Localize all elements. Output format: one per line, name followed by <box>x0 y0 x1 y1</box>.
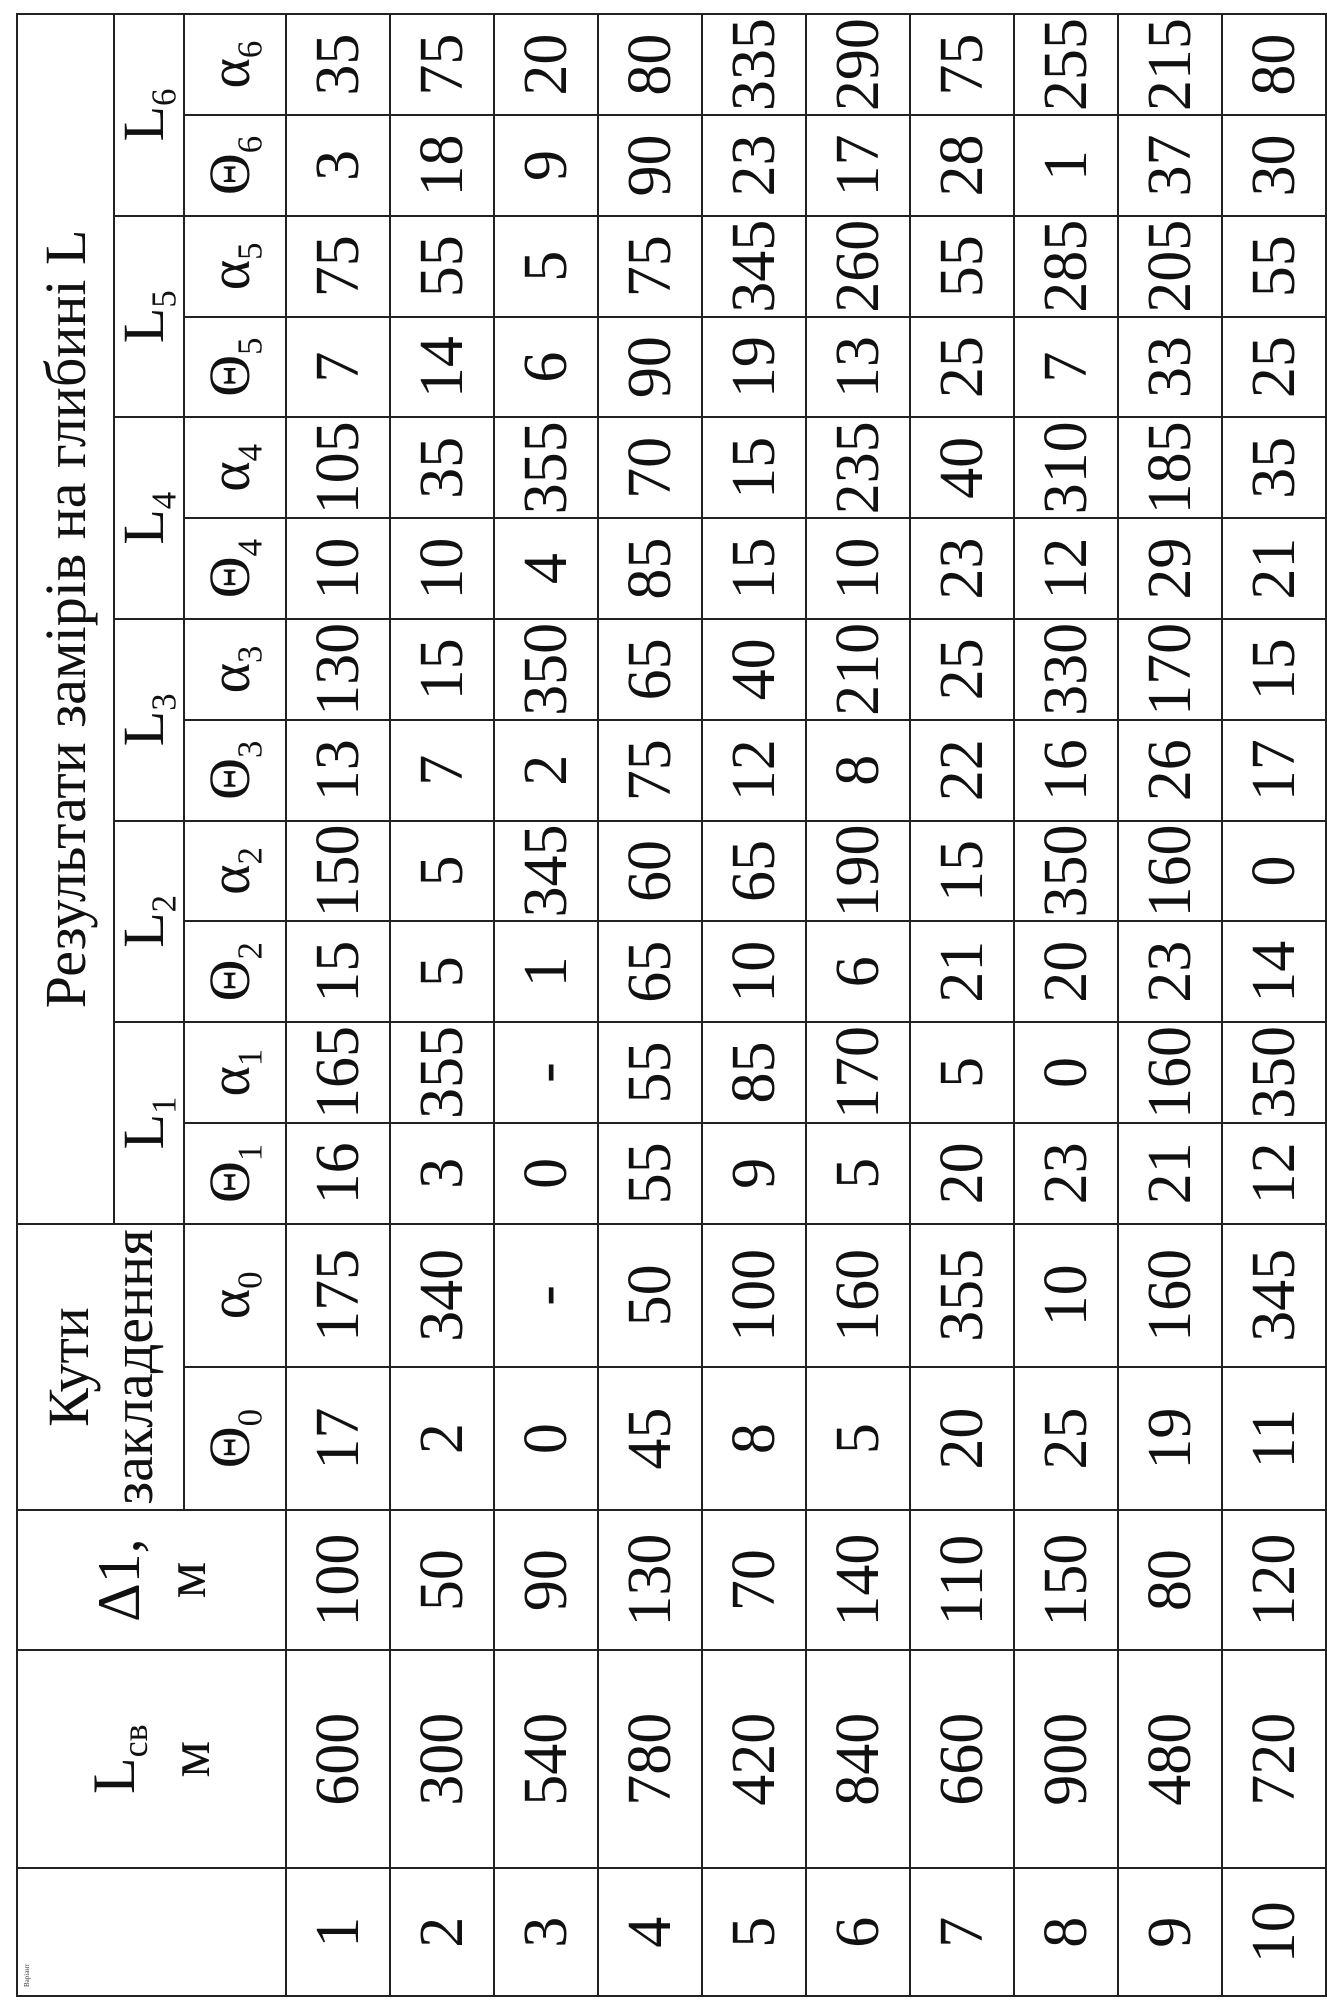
param-header-theta-2: $\Theta_2$ <box>184 921 286 1022</box>
param-header-alpha-0: $\alpha_0$ <box>184 1224 286 1367</box>
table-cell: 21 <box>1118 1123 1222 1224</box>
table-cell: 19 <box>702 317 806 418</box>
table-cell: 7 <box>286 317 390 418</box>
table-cell: 90 <box>598 115 702 216</box>
table-cell: 6 <box>494 317 598 418</box>
param-header-theta-4: $\Theta_4$ <box>184 518 286 619</box>
table-cell: 355 <box>390 1022 494 1123</box>
table-cell: 100 <box>286 1510 390 1650</box>
table-cell: 290 <box>806 14 910 115</box>
table-cell: 110 <box>910 1510 1014 1650</box>
table-cell: 37 <box>1118 115 1222 216</box>
table-cell: 20 <box>910 1123 1014 1224</box>
table-cell: 480 <box>1118 1650 1222 1869</box>
table-cell: 4 <box>494 518 598 619</box>
table-cell: 29 <box>1118 518 1222 619</box>
table-cell: 600 <box>286 1650 390 1869</box>
table-cell: 345 <box>1222 1224 1326 1367</box>
depth-header-1: $L_1$ <box>114 1022 184 1224</box>
table-cell: 30 <box>1222 115 1326 216</box>
variant-label: Варіант <box>23 1963 31 1987</box>
delta-symbol: Δ1, <box>85 1538 152 1622</box>
table-cell: 5 <box>390 921 494 1022</box>
table-cell: 35 <box>390 417 494 518</box>
table-cell: 5 <box>806 1367 910 1510</box>
table-row <box>1014 14 1118 1996</box>
delta-unit: м <box>152 1561 218 1599</box>
table-cell: 35 <box>286 14 390 115</box>
table-cell: 210 <box>806 619 910 720</box>
depth-header-3: $L_3$ <box>114 619 184 821</box>
table-cell: 22 <box>910 720 1014 821</box>
table-cell: 3 <box>390 1123 494 1224</box>
variant-header <box>17 1869 286 1997</box>
table-cell: 25 <box>910 317 1014 418</box>
table-row <box>494 14 598 1996</box>
table-cell: 15 <box>702 518 806 619</box>
table-cell: 0 <box>1222 821 1326 922</box>
table-cell: 720 <box>1222 1650 1326 1869</box>
table-cell: 165 <box>286 1022 390 1123</box>
table-cell: 80 <box>598 14 702 115</box>
table-row <box>286 14 390 1996</box>
measurements-table <box>16 13 1327 1997</box>
table-cell: 16 <box>286 1123 390 1224</box>
table-cell: 160 <box>806 1224 910 1367</box>
table-cell: 17 <box>286 1367 390 1510</box>
table-cell: 40 <box>702 619 806 720</box>
table-cell: 150 <box>286 821 390 922</box>
param-header-theta-6: $\Theta_6$ <box>184 115 286 216</box>
lsv-header <box>17 1650 286 1869</box>
table-row <box>598 14 702 1996</box>
table-cell: 900 <box>1014 1650 1118 1869</box>
variant-number: 7 <box>910 1869 1014 1997</box>
table-cell: 8 <box>702 1367 806 1510</box>
table-cell: 10 <box>806 518 910 619</box>
table-cell: 18 <box>390 115 494 216</box>
table-cell: 5 <box>806 1123 910 1224</box>
table-cell: 17 <box>806 115 910 216</box>
variant-number: 9 <box>1118 1869 1222 1997</box>
table-cell: 11 <box>1222 1367 1326 1510</box>
table-cell: 215 <box>1118 14 1222 115</box>
table-cell: 5 <box>494 216 598 317</box>
table-cell: 55 <box>910 216 1014 317</box>
table-cell: 190 <box>806 821 910 922</box>
table-row <box>910 14 1014 1996</box>
table-cell: 170 <box>1118 619 1222 720</box>
table-cell: 65 <box>598 921 702 1022</box>
depth-header-5: $L_5$ <box>114 216 184 418</box>
table-row <box>390 14 494 1996</box>
table-cell: 50 <box>598 1224 702 1367</box>
param-header-alpha-1: $\alpha_1$ <box>184 1022 286 1123</box>
table-cell: 25 <box>1014 1367 1118 1510</box>
table-cell: 350 <box>494 619 598 720</box>
table-cell: 105 <box>286 417 390 518</box>
table-cell: 26 <box>1118 720 1222 821</box>
table-cell: 840 <box>806 1650 910 1869</box>
table-cell: 350 <box>1014 821 1118 922</box>
lsv-symbol: $L_{св}$ <box>81 1724 156 1795</box>
table-cell: 20 <box>494 14 598 115</box>
table-cell: 55 <box>390 216 494 317</box>
variant-number: 8 <box>1014 1869 1118 1997</box>
param-header-alpha-3: $\alpha_3$ <box>184 619 286 720</box>
table-cell: 1 <box>1014 115 1118 216</box>
table-cell: 55 <box>598 1123 702 1224</box>
table-cell: 340 <box>390 1224 494 1367</box>
table-cell: 21 <box>1222 518 1326 619</box>
table-cell: 15 <box>910 821 1014 922</box>
table-cell: 5 <box>390 821 494 922</box>
table-cell: 70 <box>702 1510 806 1650</box>
variant-number: 1 <box>286 1869 390 1997</box>
table-cell: 12 <box>1222 1123 1326 1224</box>
table-cell: 80 <box>1222 14 1326 115</box>
table-cell: 300 <box>390 1650 494 1869</box>
table-cell: 17 <box>1222 720 1326 821</box>
param-header-theta-5: $\Theta_5$ <box>184 317 286 418</box>
table-cell: 85 <box>702 1022 806 1123</box>
table-cell: 60 <box>598 821 702 922</box>
table-cell: 6 <box>806 921 910 1022</box>
table-cell: 15 <box>390 619 494 720</box>
table-cell: 55 <box>1222 216 1326 317</box>
table-cell: 660 <box>910 1650 1014 1869</box>
table-cell: 20 <box>1014 921 1118 1022</box>
variant-number: 2 <box>390 1869 494 1997</box>
table-cell: 13 <box>286 720 390 821</box>
table-row <box>1118 14 1222 1996</box>
table-cell: 12 <box>702 720 806 821</box>
param-header-theta-3: $\Theta_3$ <box>184 720 286 821</box>
table-cell: 65 <box>598 619 702 720</box>
table-cell: 3 <box>286 115 390 216</box>
table-cell: 10 <box>286 518 390 619</box>
table-cell: 25 <box>1222 317 1326 418</box>
table-cell: 16 <box>1014 720 1118 821</box>
table-cell: 345 <box>494 821 598 922</box>
table-cell: 90 <box>494 1510 598 1650</box>
table-cell: 100 <box>702 1224 806 1367</box>
table-cell: 150 <box>1014 1510 1118 1650</box>
table-cell: 160 <box>1118 821 1222 922</box>
param-header-alpha-6: $\alpha_6$ <box>184 14 286 115</box>
variant-number: 6 <box>806 1869 910 1997</box>
table-cell: 1 <box>494 921 598 1022</box>
table-cell: 140 <box>806 1510 910 1650</box>
table-cell: 7 <box>390 720 494 821</box>
table-cell: 10 <box>702 921 806 1022</box>
table-cell: 0 <box>494 1367 598 1510</box>
table-cell: 23 <box>1014 1123 1118 1224</box>
param-header-alpha-5: $\alpha_5$ <box>184 216 286 317</box>
table-cell: 80 <box>1118 1510 1222 1650</box>
table-cell: 235 <box>806 417 910 518</box>
table-cell: 75 <box>910 14 1014 115</box>
table-cell: 355 <box>494 417 598 518</box>
table-cell: 23 <box>702 115 806 216</box>
table-cell: 33 <box>1118 317 1222 418</box>
table-cell: 175 <box>286 1224 390 1367</box>
table-cell: 7 <box>1014 317 1118 418</box>
table-cell: 160 <box>1118 1224 1222 1367</box>
table-cell: 185 <box>1118 417 1222 518</box>
table-cell: 15 <box>702 417 806 518</box>
table-cell: 14 <box>1222 921 1326 1022</box>
table-cell: 75 <box>286 216 390 317</box>
table-cell: 13 <box>806 317 910 418</box>
table-cell: 75 <box>598 216 702 317</box>
table-cell: 19 <box>1118 1367 1222 1510</box>
table-cell: 15 <box>1222 619 1326 720</box>
table-cell: 285 <box>1014 216 1118 317</box>
table-cell: 9 <box>702 1123 806 1224</box>
table-cell: 23 <box>1118 921 1222 1022</box>
table-cell: 170 <box>806 1022 910 1123</box>
table-cell: 120 <box>1222 1510 1326 1650</box>
table-cell: 5 <box>910 1022 1014 1123</box>
table-cell: 540 <box>494 1650 598 1869</box>
table-cell: 90 <box>598 317 702 418</box>
table-cell: 85 <box>598 518 702 619</box>
table-cell: - <box>494 1022 598 1123</box>
table-cell: 70 <box>598 417 702 518</box>
table-cell: 50 <box>390 1510 494 1650</box>
table-cell: 0 <box>1014 1022 1118 1123</box>
table-cell: 25 <box>910 619 1014 720</box>
table-cell: 130 <box>286 619 390 720</box>
table-cell: 35 <box>1222 417 1326 518</box>
depth-header-4: $L_4$ <box>114 417 184 619</box>
table-row <box>806 14 910 1996</box>
table-cell: 780 <box>598 1650 702 1869</box>
table-cell: 28 <box>910 115 1014 216</box>
table-row <box>702 14 806 1996</box>
table-cell: 2 <box>390 1367 494 1510</box>
table-cell: 330 <box>1014 619 1118 720</box>
table-cell: 130 <box>598 1510 702 1650</box>
variant-number: 3 <box>494 1869 598 1997</box>
table-cell: 55 <box>598 1022 702 1123</box>
param-header-theta-1: $\Theta_1$ <box>184 1123 286 1224</box>
variant-number: 10 <box>1222 1869 1326 1997</box>
table-cell: 205 <box>1118 216 1222 317</box>
table-cell: 355 <box>910 1224 1014 1367</box>
param-header-theta-0: $\Theta_0$ <box>184 1367 286 1510</box>
table-cell: 260 <box>806 216 910 317</box>
table-cell: 350 <box>1222 1022 1326 1123</box>
table-cell: 10 <box>390 518 494 619</box>
table-cell: 45 <box>598 1367 702 1510</box>
table-cell: 10 <box>1014 1224 1118 1367</box>
table-cell: 75 <box>390 14 494 115</box>
table-cell: 160 <box>1118 1022 1222 1123</box>
table-row <box>1222 14 1326 1996</box>
depth-header-2: $L_2$ <box>114 821 184 1023</box>
table-cell: 21 <box>910 921 1014 1022</box>
table-cell: 9 <box>494 115 598 216</box>
delta-header <box>17 1510 286 1650</box>
table-cell: 310 <box>1014 417 1118 518</box>
table-cell: 65 <box>702 821 806 922</box>
results-group-header: Результати замірів на глибині L <box>17 14 114 1224</box>
param-header-alpha-2: $\alpha_2$ <box>184 821 286 922</box>
table-cell: 420 <box>702 1650 806 1869</box>
table-cell: 20 <box>910 1367 1014 1510</box>
table-cell: 8 <box>806 720 910 821</box>
table-cell: 12 <box>1014 518 1118 619</box>
table-cell: 23 <box>910 518 1014 619</box>
variant-number: 5 <box>702 1869 806 1997</box>
param-header-alpha-4: $\alpha_4$ <box>184 417 286 518</box>
table-cell: 75 <box>598 720 702 821</box>
table-cell: 14 <box>390 317 494 418</box>
table-cell: 40 <box>910 417 1014 518</box>
table-cell: 0 <box>494 1123 598 1224</box>
table-cell: 2 <box>494 720 598 821</box>
lsv-unit: м <box>156 1740 222 1778</box>
table-cell: 335 <box>702 14 806 115</box>
angles-group-header: Кути закладення <box>17 1224 184 1511</box>
variant-number: 4 <box>598 1869 702 1997</box>
table-cell: 15 <box>286 921 390 1022</box>
table-cell: - <box>494 1224 598 1367</box>
table-cell: 345 <box>702 216 806 317</box>
depth-header-6: $L_6$ <box>114 14 184 216</box>
table-cell: 255 <box>1014 14 1118 115</box>
